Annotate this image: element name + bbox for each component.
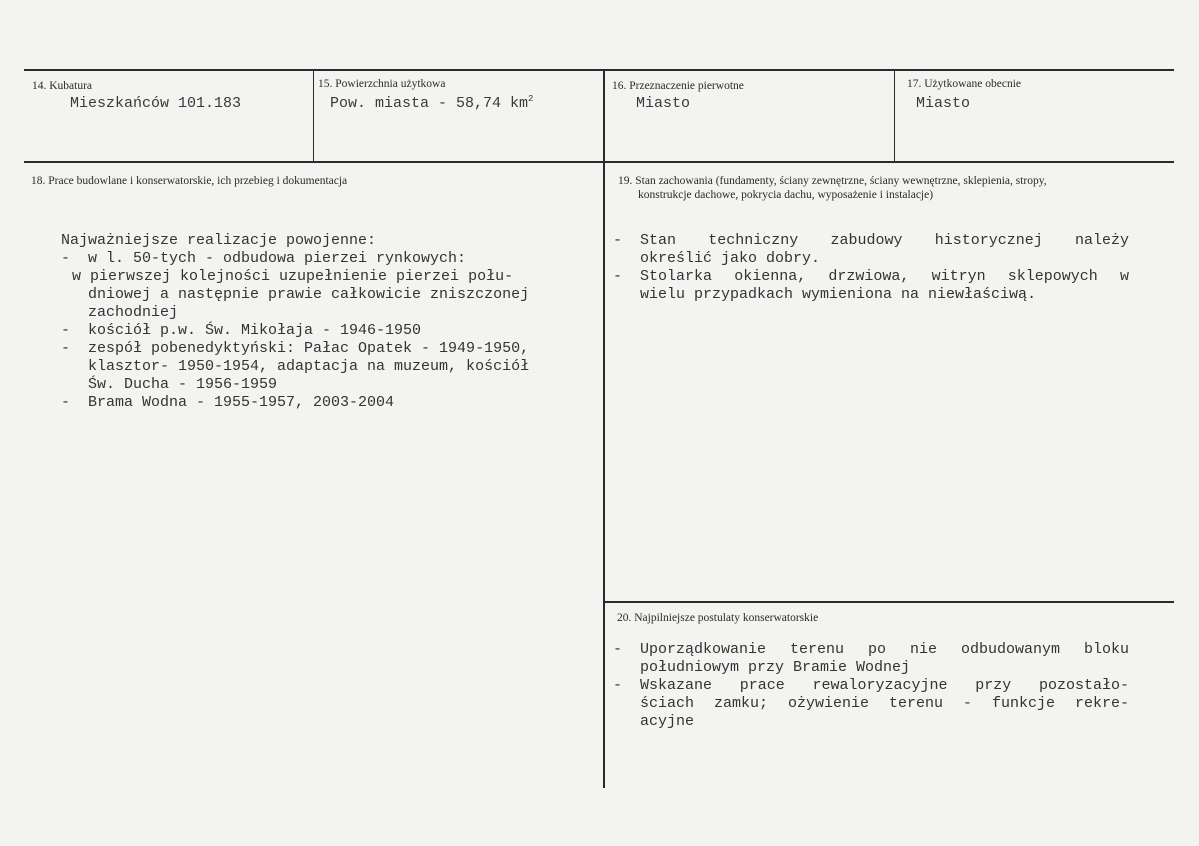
superscript-2: 2: [528, 94, 534, 104]
field-18-content: [61, 232, 591, 412]
section19-bottom-border: [603, 601, 1174, 603]
divider-col2: [603, 70, 605, 788]
field-20-content: [613, 641, 1129, 731]
list-dash: -: [61, 322, 71, 339]
list-dash: -: [613, 232, 623, 249]
field-17-value: Miasto: [916, 95, 971, 112]
list-item: - kościół p.w. Św. Mikołaja - 1946-1950: [61, 322, 422, 339]
list-item: - Brama Wodna - 1955-1957, 2003-2004: [61, 394, 395, 411]
field-18-label: 18. Prace budowlane i konserwatorskie, ich przebieg i dokumentacja: [31, 175, 348, 187]
list-dash: -: [61, 250, 71, 267]
field-19-content: [613, 232, 1129, 304]
list-dash: -: [613, 677, 623, 694]
row1-bottom-border: [24, 161, 1174, 163]
field-14-value: Mieszkańców 101.183: [70, 95, 242, 112]
divider-col3: [894, 70, 895, 162]
field-18-intro: Najważniejsze realizacje powojenne:: [61, 232, 377, 249]
field-16-value: Miasto: [636, 95, 691, 112]
list-item: - w l. 50-tych - odbudowa pierzei rynkowych: w pierwszej kolejności uzupełnienie pierzei połu- dniowej a następnie prawie całkowicie zniszczonej zachodniej: [61, 250, 530, 321]
field-17-label: 17. Użytkowane obecnie: [907, 78, 1022, 90]
list-dash: -: [613, 268, 623, 285]
field-15-value: Pow. miasta - 58,74 $km^2$: [330, 94, 534, 112]
list-item: - zespół pobenedyktyński: Pałac Opatek - 1949-1950, klasztor- 1950-1954, adaptacja na muzeum, kościół Św. Ducha - 1956-1959: [61, 340, 530, 393]
field-14-label: 14. Kubatura: [32, 80, 93, 92]
field-16-label: 16. Przeznaczenie pierwotne: [612, 80, 744, 92]
field-20-label: 20. Najpilniejsze postulaty konserwatorskie: [617, 612, 819, 624]
list-dash: -: [61, 340, 71, 357]
list-item: - Stolarka okienna, drzwiowa, witryn sklepowych w wielu przypadkach wymieniona na niewłaściwą.: [613, 268, 1129, 303]
list-item: - Wskazane prace rewaloryzacyjne przy pozostało- ściach zamku; ożywienie terenu - funkcje rekre- acyjne: [613, 677, 1129, 730]
field-15-label: 15. Powierzchnia użytkowa: [318, 78, 446, 90]
list-item: - Stan techniczny zabudowy historycznej należy określić jako dobry.: [613, 232, 1129, 267]
field-19-label: 19. Stan zachowania (fundamenty, ściany zewnętrzne, ściany wewnętrzne, sklepienia, stropy, konstrukcje dachowe, pokrycia dachu, wyposażenie i instalacje): [618, 175, 1047, 201]
list-dash: -: [613, 641, 623, 658]
divider-col1: [313, 70, 314, 162]
list-item: - Uporządkowanie terenu po nie odbudowanym bloku południowym przy Bramie Wodnej: [613, 641, 1129, 676]
list-dash: -: [61, 394, 71, 411]
top-border: [24, 69, 1174, 71]
